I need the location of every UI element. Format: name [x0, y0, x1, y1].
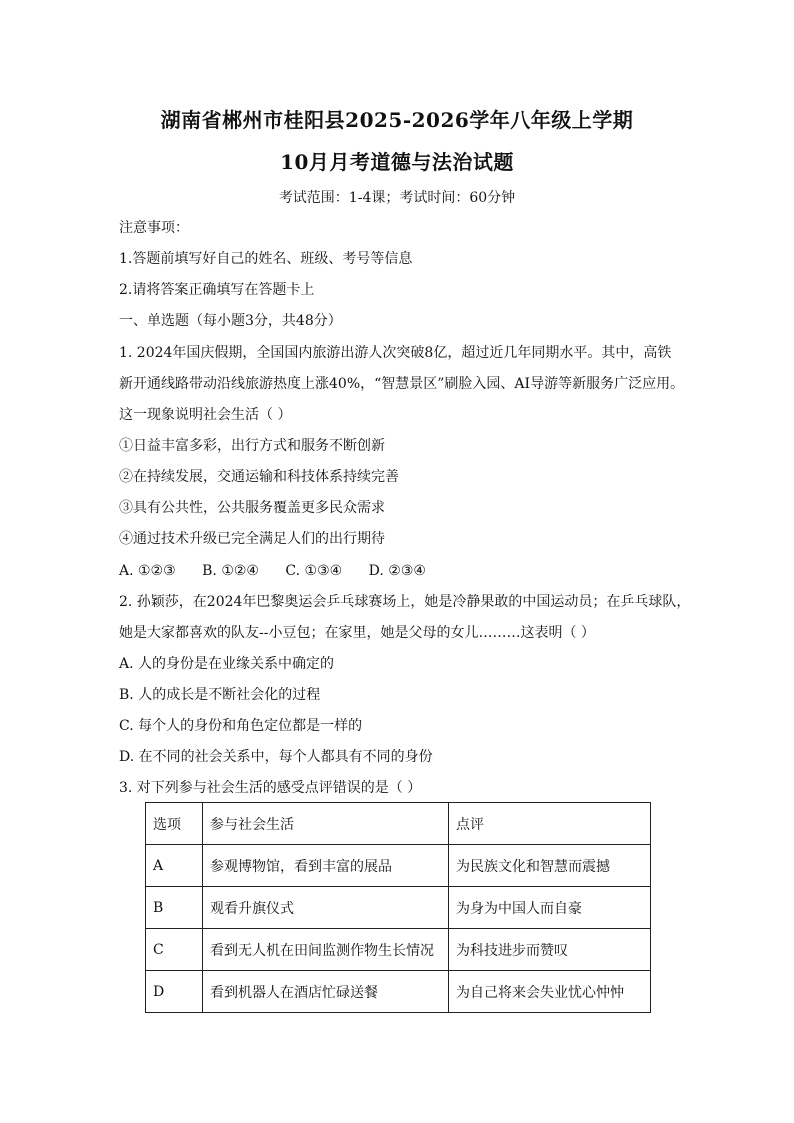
- table-cell: 为民族文化和智慧而震撼: [449, 845, 651, 887]
- q3-table: [145, 802, 651, 1013]
- notes-heading: 注意事项：: [119, 220, 189, 236]
- section-heading: 一、单选题（每小题3分，共48分）: [119, 313, 342, 329]
- note-item-1: 1.答题前填写好自己的姓名、班级、考号等信息: [119, 251, 413, 267]
- table-cell: 为科技进步而赞叹: [449, 929, 651, 971]
- exam-subtitle: 考试范围：1-4课；考试时间：60分钟: [278, 190, 516, 206]
- q1-statement-4: ④通过技术升级已完全满足人们的出行期待: [119, 531, 385, 547]
- q2-option-c: C. 每个人的身份和角色定位都是一样的: [119, 718, 363, 734]
- table-cell: 为身为中国人而自豪: [449, 887, 651, 929]
- table-cell: 观看升旗仪式: [203, 887, 449, 929]
- q1-statement-1: ①日益丰富多彩，出行方式和服务不断创新: [119, 438, 385, 454]
- q1-option-c: C. ①③④: [285, 563, 343, 579]
- q1-statement-3: ③具有公共性，公共服务覆盖更多民众需求: [119, 500, 385, 516]
- table-cell: 看到无人机在田间监测作物生长情况: [203, 929, 449, 971]
- table-row: [146, 845, 651, 887]
- table-cell: A: [146, 845, 203, 887]
- table-cell: 看到机器人在酒店忙碌送餐: [203, 971, 449, 1013]
- table-header-cell: 参与社会生活: [203, 803, 449, 845]
- q1-statement-2: ②在持续发展，交通运输和科技体系持续完善: [119, 469, 399, 485]
- q1-option-b: B. ①②④: [202, 563, 259, 579]
- q1-stem-line2: 新开通线路带动沿线旅游热度上涨40%，“智慧景区”刷脸入园、AI导游等新服务广泛应用。: [119, 376, 685, 392]
- note-item-2: 2.请将答案正确填写在答题卡上: [119, 282, 315, 298]
- table-header-row: [146, 803, 651, 845]
- q3-stem: 3. 对下列参与社会生活的感受点评错误的是（ ）: [119, 780, 422, 796]
- q2-option-a: A. 人的身份是在业缘关系中确定的: [119, 656, 335, 672]
- table-row: [146, 887, 651, 929]
- q1-stem-line3: 这一现象说明社会生活（ ）: [119, 407, 292, 423]
- table-cell: B: [146, 887, 203, 929]
- table-header-cell: 点评: [449, 803, 651, 845]
- exam-title-line1: 湖南省郴州市桂阳县2025-2026学年八年级上学期: [160, 108, 634, 132]
- exam-title-line2: 10月月考道德与法治试题: [280, 150, 514, 174]
- table-cell: 为自己将来会失业忧心忡忡: [449, 971, 651, 1013]
- q1-stem-line1: 1. 2024年国庆假期，全国国内旅游出游人次突破8亿，超过近几年同期水平。其中，高铁: [119, 345, 672, 361]
- q2-option-d: D. 在不同的社会关系中，每个人都具有不同的身份: [119, 749, 433, 765]
- table-header-cell: 选项: [146, 803, 203, 845]
- table-cell: 参观博物馆，看到丰富的展品: [203, 845, 449, 887]
- table-cell: D: [146, 971, 203, 1013]
- table-row: [146, 971, 651, 1013]
- q1-option-a: A. ①②③: [119, 563, 176, 579]
- q1-option-d: D. ②③④: [368, 563, 426, 579]
- table-row: [146, 929, 651, 971]
- q2-option-b: B. 人的成长是不断社会化的过程: [119, 687, 321, 703]
- q2-stem-line1: 2. 孙颖莎，在2024年巴黎奥运会乒乓球赛场上，她是冷静果敢的中国运动员；在乒乓球队，: [119, 594, 691, 610]
- table-cell: C: [146, 929, 203, 971]
- q2-stem-line2: 她是大家都喜欢的队友--小豆包；在家里，她是父母的女儿………这表明（ ）: [119, 625, 595, 641]
- q1-options: [119, 562, 448, 580]
